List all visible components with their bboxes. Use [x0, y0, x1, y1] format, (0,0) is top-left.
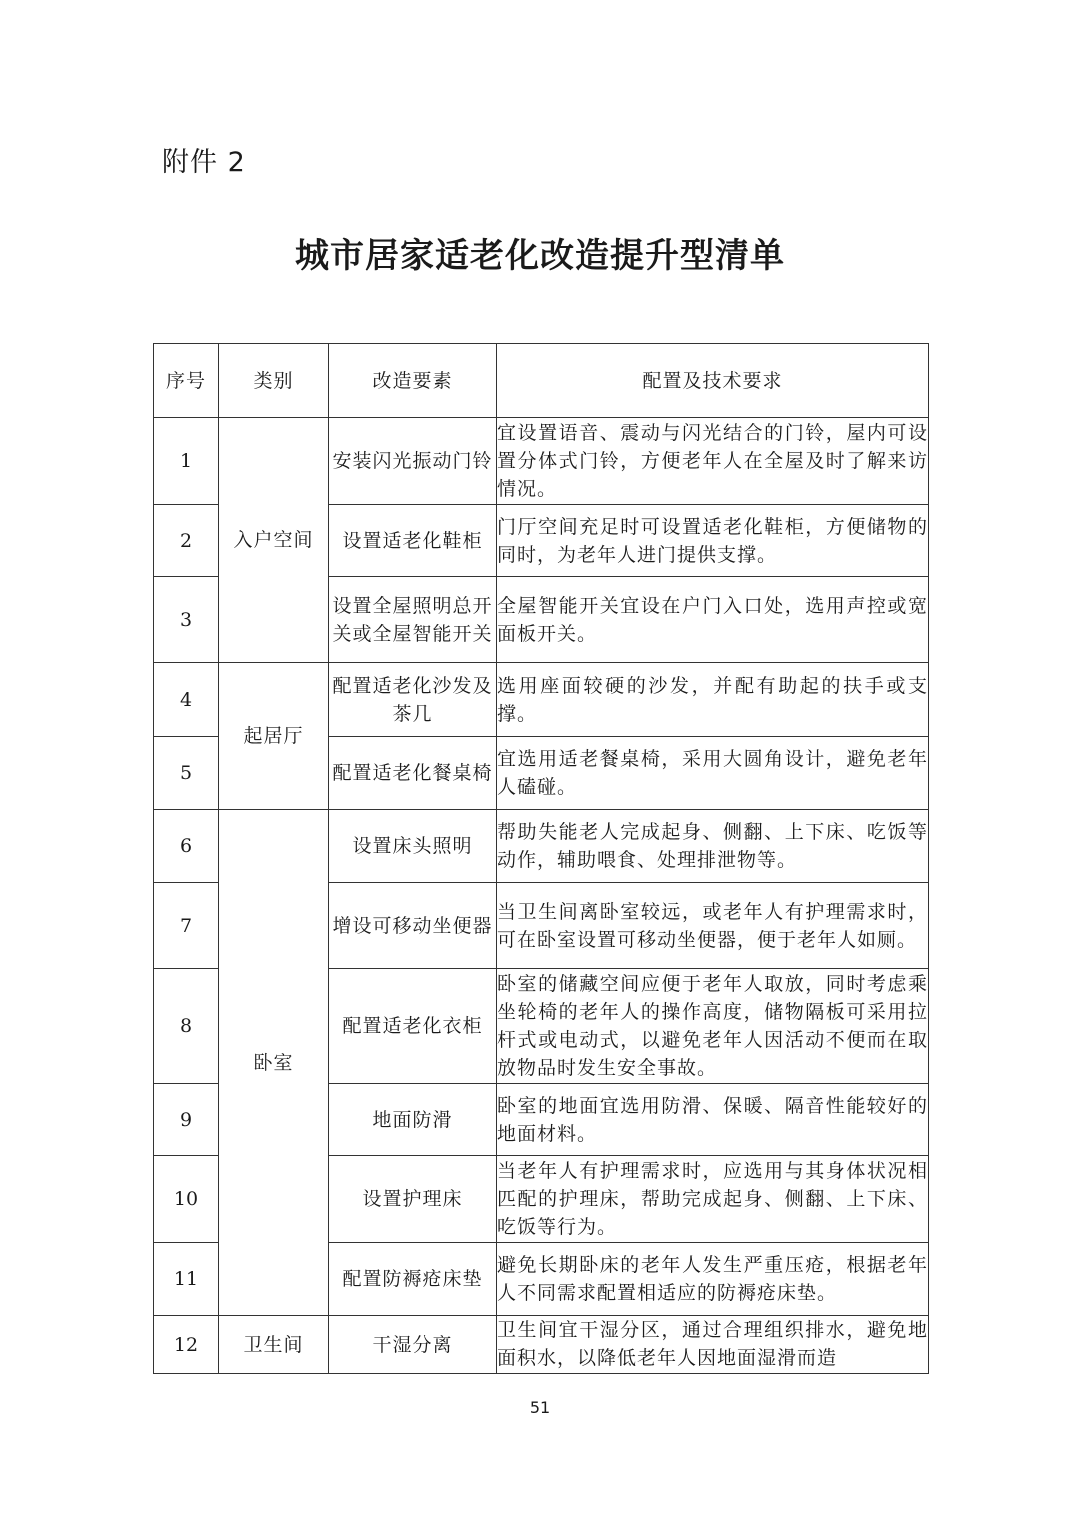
table-row [154, 810, 929, 883]
requirement-cell: 卧室的储藏空间应便于老年人取放，同时考虑乘坐轮椅的老年人的操作高度，储物隔板可采用拉杆式或电动式，以避免老年人因活动不便而在取放物品时发生安全事故。 [497, 969, 929, 1084]
requirement-cell: 宜选用适老餐桌椅，采用大圆角设计，避免老年人磕碰。 [497, 737, 929, 810]
header-category: 类别 [219, 344, 329, 418]
requirement-cell: 卫生间宜干湿分区，通过合理组织排水，避免地面积水，以降低老年人因地面湿滑而造 [497, 1316, 929, 1374]
header-no: 序号 [154, 344, 219, 418]
requirement-cell: 选用座面较硬的沙发，并配有助起的扶手或支撑。 [497, 663, 929, 737]
element-cell: 设置床头照明 [329, 810, 497, 883]
element-cell: 增设可移动坐便器 [329, 883, 497, 969]
row-number: 6 [154, 810, 219, 883]
row-number: 11 [154, 1243, 219, 1316]
requirement-cell: 卧室的地面宜选用防滑、保暖、隔音性能较好的地面材料。 [497, 1084, 929, 1156]
row-number: 9 [154, 1084, 219, 1156]
element-cell: 地面防滑 [329, 1084, 497, 1156]
page-number: 51 [529, 1398, 551, 1417]
requirement-cell: 全屋智能开关宜设在户门入口处，选用声控或宽面板开关。 [497, 577, 929, 663]
row-number: 8 [154, 969, 219, 1084]
table-row [154, 418, 929, 505]
requirement-cell: 当卫生间离卧室较远，或老年人有护理需求时，可在卧室设置可移动坐便器，便于老年人如厕。 [497, 883, 929, 969]
requirement-cell: 帮助失能老人完成起身、侧翻、上下床、吃饭等动作，辅助喂食、处理排泄物等。 [497, 810, 929, 883]
requirement-cell: 宜设置语音、震动与闪光结合的门铃，屋内可设置分体式门铃，方便老年人在全屋及时了解来访情况。 [497, 418, 929, 505]
table-row [154, 663, 929, 737]
renovation-table [153, 343, 929, 1374]
category-cell: 起居厅 [219, 663, 329, 810]
element-cell: 配置适老化衣柜 [329, 969, 497, 1084]
element-cell: 干湿分离 [329, 1316, 497, 1374]
row-number: 12 [154, 1316, 219, 1374]
page-title: 城市居家适老化改造提升型清单 [295, 236, 785, 276]
header-requirement: 配置及技术要求 [497, 344, 929, 418]
row-number: 4 [154, 663, 219, 737]
table-header-row [154, 344, 929, 418]
element-cell: 设置护理床 [329, 1156, 497, 1243]
element-cell: 设置全屋照明总开关或全屋智能开关 [329, 577, 497, 663]
element-cell: 配置适老化沙发及茶几 [329, 663, 497, 737]
requirement-cell: 避免长期卧床的老年人发生严重压疮，根据老年人不同需求配置相适应的防褥疮床垫。 [497, 1243, 929, 1316]
row-number: 3 [154, 577, 219, 663]
row-number: 10 [154, 1156, 219, 1243]
row-number: 1 [154, 418, 219, 505]
element-cell: 设置适老化鞋柜 [329, 505, 497, 577]
requirement-cell: 当老年人有护理需求时，应选用与其身体状况相匹配的护理床，帮助完成起身、侧翻、上下床、吃饭等行为。 [497, 1156, 929, 1243]
requirement-cell: 门厅空间充足时可设置适老化鞋柜，方便储物的同时，为老年人进门提供支撑。 [497, 505, 929, 577]
table-row [154, 1316, 929, 1374]
element-cell: 配置防褥疮床垫 [329, 1243, 497, 1316]
row-number: 5 [154, 737, 219, 810]
element-cell: 配置适老化餐桌椅 [329, 737, 497, 810]
category-cell: 卧室 [219, 810, 329, 1316]
category-cell: 卫生间 [219, 1316, 329, 1374]
attachment-label: 附件 2 [162, 147, 246, 178]
row-number: 2 [154, 505, 219, 577]
category-cell: 入户空间 [219, 418, 329, 663]
element-cell: 安装闪光振动门铃 [329, 418, 497, 505]
header-element: 改造要素 [329, 344, 497, 418]
row-number: 7 [154, 883, 219, 969]
